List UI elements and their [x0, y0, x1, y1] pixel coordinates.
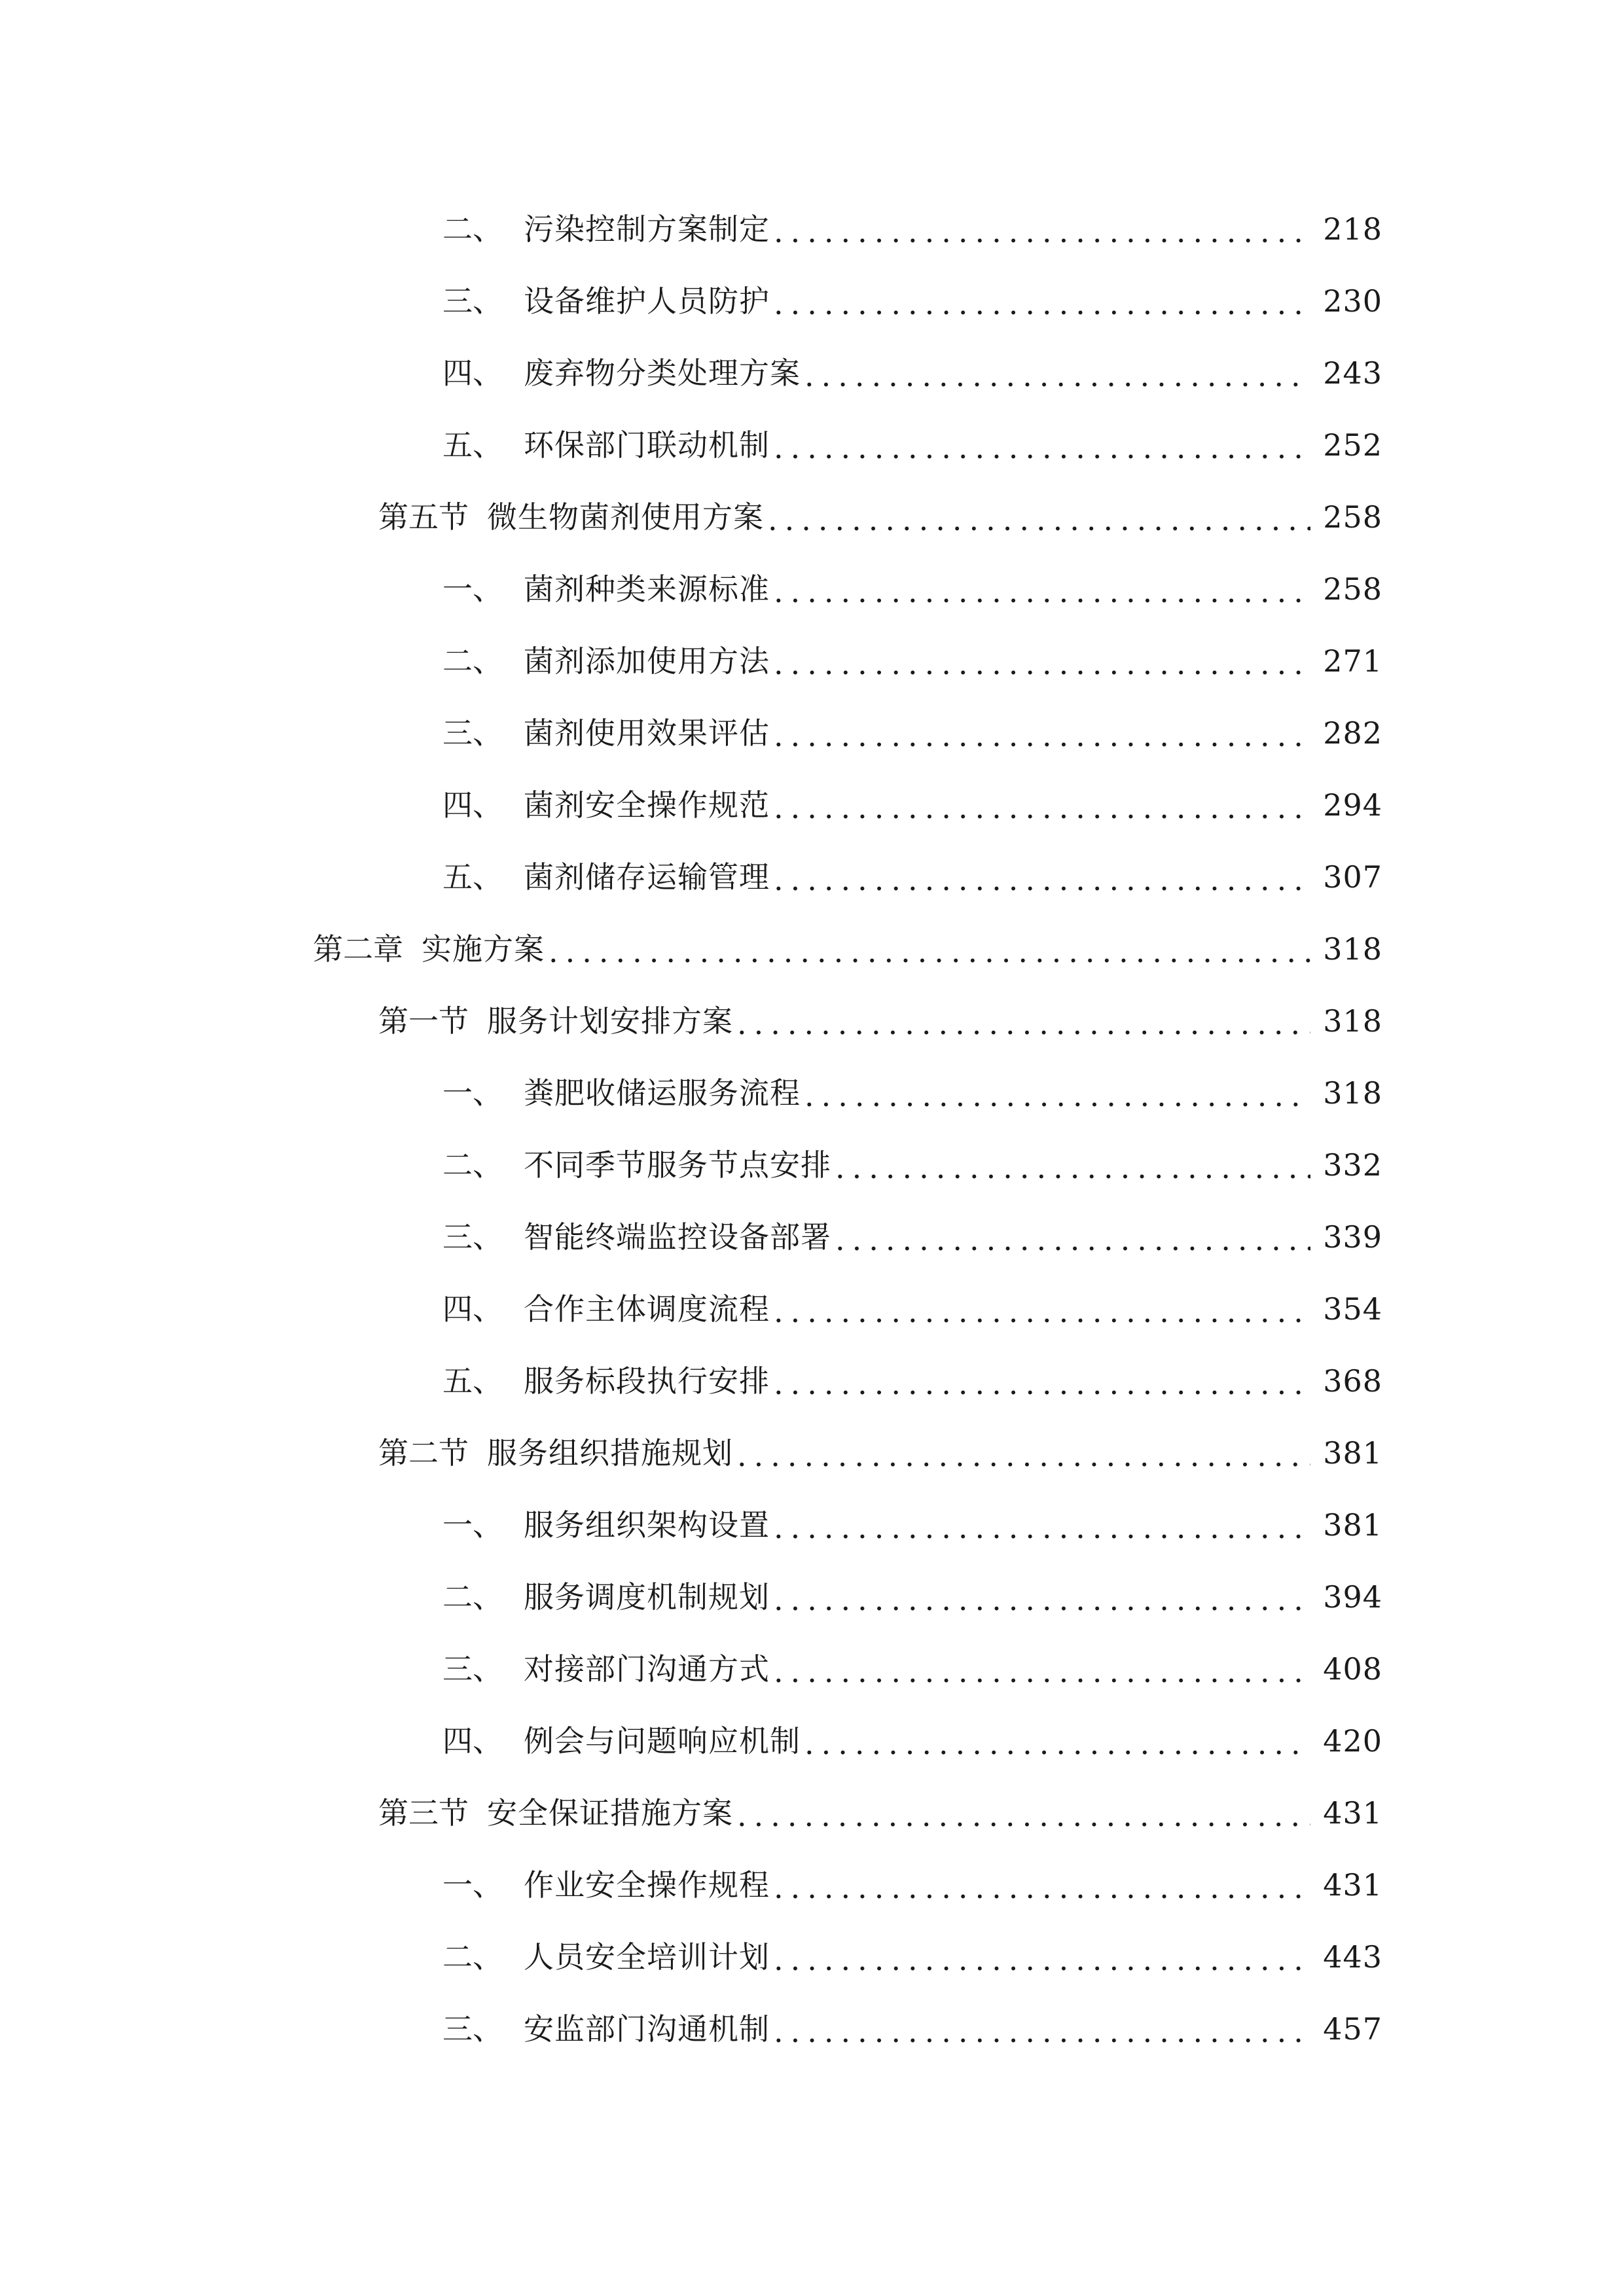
toc-entry-title: 服务标段执行安排: [524, 1363, 770, 1399]
toc-entry[interactable]: [378, 1430, 1382, 1476]
toc-entry-page: 307: [1323, 859, 1382, 895]
toc-entry-title: 例会与问题响应机制: [524, 1723, 801, 1759]
toc-entry-number: 一、: [442, 1867, 503, 1903]
toc-entry-title: 菌剂添加使用方法: [524, 643, 770, 679]
toc-entry[interactable]: [313, 926, 1382, 972]
dot-leader: [774, 1865, 1310, 1910]
dot-leader: [835, 1145, 1310, 1191]
toc-entry-number: 五、: [442, 427, 503, 463]
toc-entry[interactable]: [442, 422, 1382, 468]
toc-entry-page: 339: [1323, 1219, 1382, 1255]
toc-entry-page: 408: [1323, 1651, 1382, 1687]
dot-leader: [804, 1073, 1310, 1119]
dot-leader: [774, 857, 1310, 903]
toc-entry[interactable]: [442, 854, 1382, 900]
toc-entry[interactable]: [442, 1718, 1382, 1764]
toc-entry-page: 318: [1323, 931, 1382, 967]
dot-leader: [774, 713, 1310, 759]
toc-entry-title: 菌剂种类来源标准: [524, 571, 770, 607]
toc-entry-title: 粪肥收储运服务流程: [524, 1075, 801, 1111]
toc-entry-number: 四、: [442, 1291, 503, 1327]
toc-entry-page: 294: [1323, 787, 1382, 823]
toc-entry-page: 368: [1323, 1363, 1382, 1399]
dot-leader: [774, 425, 1310, 471]
toc-entry[interactable]: [442, 350, 1382, 396]
toc-entry-page: 457: [1323, 2011, 1382, 2047]
toc-entry-number: 四、: [442, 787, 503, 823]
toc-entry-page: 318: [1323, 1003, 1382, 1039]
toc-entry[interactable]: [442, 1934, 1382, 1980]
toc-entry-title: 菌剂安全操作规范: [524, 787, 770, 823]
toc-entry-number: 二、: [442, 643, 503, 679]
toc-entry-number: 三、: [442, 715, 503, 751]
dot-leader: [774, 1937, 1310, 1982]
toc-entry-page: 243: [1323, 355, 1382, 391]
toc-entry-page: 230: [1323, 283, 1382, 319]
toc-entry[interactable]: [442, 710, 1382, 756]
toc-entry-title: 菌剂使用效果评估: [524, 715, 770, 751]
toc-entry-number: 三、: [442, 1219, 503, 1255]
toc-entry-title: 服务组织架构设置: [524, 1507, 770, 1543]
toc-entry[interactable]: [442, 2006, 1382, 2052]
toc-entry-title: 安监部门沟通机制: [524, 2011, 770, 2047]
toc-entry-title: 菌剂储存运输管理: [524, 859, 770, 895]
toc-entry-number: 三、: [442, 283, 503, 319]
dot-leader: [774, 1361, 1310, 1407]
toc-entry-page: 431: [1323, 1795, 1382, 1831]
toc-entry-page: 354: [1323, 1291, 1382, 1327]
toc-entry-page: 252: [1323, 427, 1382, 463]
toc-entry-page: 420: [1323, 1723, 1382, 1759]
toc-entry-title: 作业安全操作规程: [524, 1867, 770, 1903]
toc-entry[interactable]: [442, 782, 1382, 828]
toc-entry-number: 第五节: [378, 499, 469, 535]
toc-entry[interactable]: [442, 566, 1382, 612]
toc-entry-title: 不同季节服务节点安排: [524, 1147, 831, 1183]
toc-entry[interactable]: [442, 1070, 1382, 1116]
toc-entry-title: 污染控制方案制定: [524, 211, 770, 247]
dot-leader: [804, 1721, 1310, 1767]
toc-entry-page: 381: [1323, 1435, 1382, 1471]
toc-entry-title: 合作主体调度流程: [524, 1291, 770, 1327]
dot-leader: [774, 1289, 1310, 1335]
toc-entry-title: 服务调度机制规划: [524, 1579, 770, 1615]
toc-entry-number: 五、: [442, 859, 503, 895]
toc-entry[interactable]: [442, 1214, 1382, 1260]
toc-entry-number: 第一节: [378, 1003, 469, 1039]
toc-entry-number: 三、: [442, 1651, 503, 1687]
toc-entry-page: 282: [1323, 715, 1382, 751]
dot-leader: [774, 1505, 1310, 1551]
toc-entry-number: 四、: [442, 1723, 503, 1759]
toc-entry[interactable]: [378, 998, 1382, 1044]
toc-entry-page: 394: [1323, 1579, 1382, 1615]
dot-leader: [768, 497, 1310, 543]
toc-entry[interactable]: [442, 1574, 1382, 1620]
toc-entry-title: 人员安全培训计划: [524, 1939, 770, 1975]
toc-entry-title: 设备维护人员防护: [524, 283, 770, 319]
toc-entry-title: 智能终端监控设备部署: [524, 1219, 831, 1255]
toc-entry[interactable]: [442, 1358, 1382, 1404]
toc-entry-number: 一、: [442, 1075, 503, 1111]
toc-entry-number: 二、: [442, 1579, 503, 1615]
toc-entry-number: 第三节: [378, 1795, 469, 1831]
toc-entry[interactable]: [442, 1862, 1382, 1908]
dot-leader: [774, 569, 1310, 615]
dot-leader: [737, 1793, 1310, 1839]
toc-entry-title: 对接部门沟通方式: [524, 1651, 770, 1687]
toc-entry[interactable]: [442, 1286, 1382, 1332]
toc-entry[interactable]: [442, 278, 1382, 324]
toc-entry-number: 三、: [442, 2011, 503, 2047]
toc-entry-page: 332: [1323, 1147, 1382, 1183]
toc-entry-number: 二、: [442, 1939, 503, 1975]
toc-entry-number: 一、: [442, 1507, 503, 1543]
dot-leader: [774, 209, 1310, 255]
toc-entry-page: 318: [1323, 1075, 1382, 1111]
toc-entry-number: 第二节: [378, 1435, 469, 1471]
dot-leader: [835, 1217, 1310, 1263]
toc-entry-page: 443: [1323, 1939, 1382, 1975]
toc-entry-number: 一、: [442, 571, 503, 607]
toc-entry[interactable]: [442, 206, 1382, 252]
dot-leader: [737, 1433, 1310, 1479]
toc-entry[interactable]: [442, 638, 1382, 684]
toc-entry-number: 第二章: [313, 931, 403, 967]
toc-entry[interactable]: [442, 1646, 1382, 1692]
dot-leader: [774, 641, 1310, 687]
toc-entry-title: 微生物菌剂使用方案: [487, 499, 764, 535]
dot-leader: [549, 929, 1310, 975]
dot-leader: [774, 281, 1310, 327]
toc-entry-title: 服务组织措施规划: [487, 1435, 733, 1471]
dot-leader: [737, 1001, 1310, 1047]
toc-entry-title: 实施方案: [422, 931, 545, 967]
toc-entry-page: 381: [1323, 1507, 1382, 1543]
toc-entry-title: 环保部门联动机制: [524, 427, 770, 463]
dot-leader: [774, 1649, 1310, 1695]
toc-entry-page: 218: [1323, 211, 1382, 247]
toc-entry[interactable]: [442, 1502, 1382, 1548]
toc-entry[interactable]: [378, 494, 1382, 540]
dot-leader: [804, 353, 1310, 399]
toc-entry[interactable]: [378, 1790, 1382, 1836]
toc-entry-page: 258: [1323, 499, 1382, 535]
dot-leader: [774, 785, 1310, 831]
toc-entry[interactable]: [442, 1142, 1382, 1188]
toc-entry-number: 二、: [442, 1147, 503, 1183]
toc-entry-title: 服务计划安排方案: [487, 1003, 733, 1039]
toc-entry-title: 废弃物分类处理方案: [524, 355, 801, 391]
toc-entry-number: 五、: [442, 1363, 503, 1399]
toc-entry-page: 431: [1323, 1867, 1382, 1903]
toc-entry-title: 安全保证措施方案: [487, 1795, 733, 1831]
toc-entry-page: 258: [1323, 571, 1382, 607]
toc-entry-page: 271: [1323, 643, 1382, 679]
toc-entry-number: 四、: [442, 355, 503, 391]
toc-entry-number: 二、: [442, 211, 503, 247]
dot-leader: [774, 1577, 1310, 1623]
dot-leader: [774, 2009, 1310, 2054]
